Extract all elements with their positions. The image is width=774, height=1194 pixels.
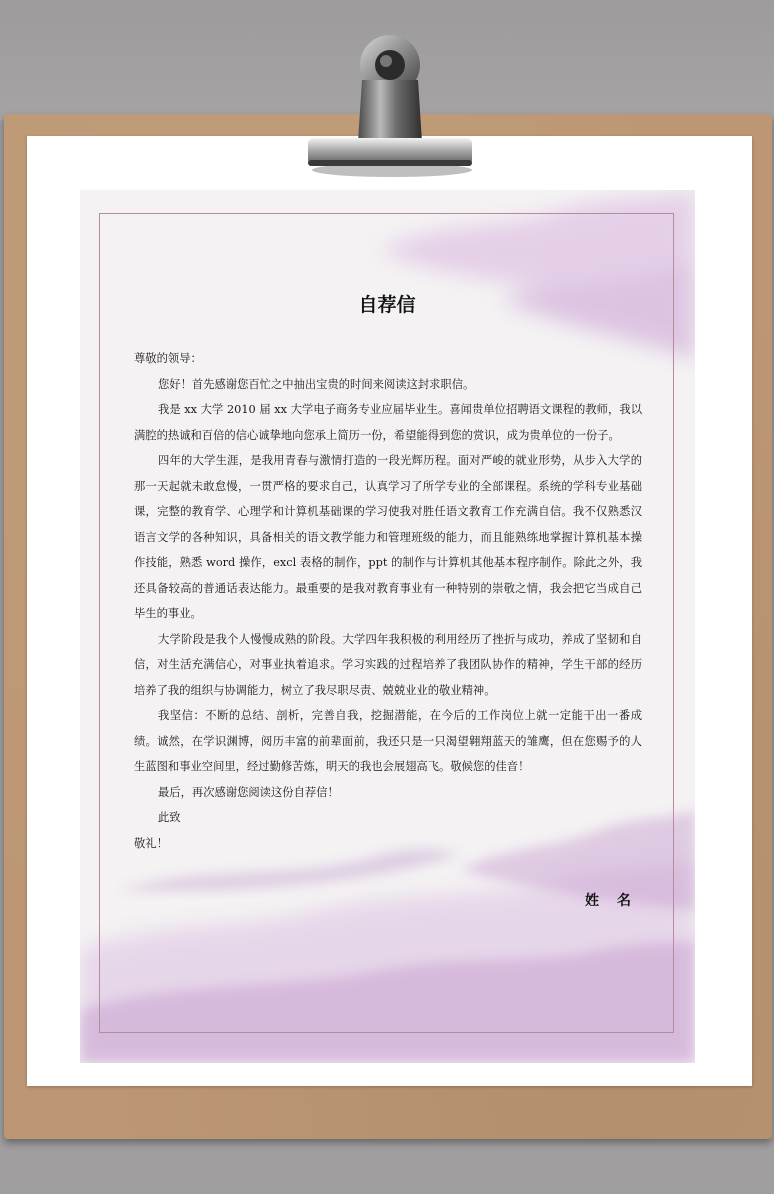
metal-clip-icon [300, 20, 480, 180]
paragraph: 我是 xx 大学 2010 届 xx 大学电子商务专业应届毕业生。喜闻贵单位招聘语文课程的教师，我以满腔的热诚和百倍的信心诚挚地向您承上简历一份，希望能得到您的赏识，成为贵单位的一份子。 [134, 403, 642, 442]
paragraph: 大学阶段是我个人慢慢成熟的阶段。大学四年我积极的利用经历了挫折与成功，养成了坚韧和自信，对生活充满信心，对事业执着追求。学习实践的过程培养了我团队协作的精神，学生干部的经历培养了我的组织与协调能力，树立了我尽职尽责、兢兢业业的敬业精神。 [134, 632, 642, 697]
paragraph: 四年的大学生涯，是我用青春与激情打造的一段光辉历程。面对严峻的就业形势，从步入大学的那一天起就未敢怠慢，一贯严格的要求自己，认真学习了所学专业的全部课程。系统的学科专业基础课，完整的教育学、心理学和计算机基础课的学习使我对胜任语文教育工作充满自信。我不仅熟悉汉语言文学的各种知识，具备相关的语文教学能力和管理班级的能力，而且能熟练地掌握计算机基本操作技能，熟悉 word 操作，excl 表格的制作，ppt 的制作与计算机其他基本程序制作。除此之外，我还具备较高的普通话表达能力。最重要的是我对教育事业有一种特别的崇敬之情，我会把它当成自己毕生的事业。 [134, 454, 642, 620]
paragraph: 最后，再次感谢您阅读这份自荐信！ [158, 785, 339, 799]
letter-title: 自荐信 [358, 294, 416, 316]
closing-line: 此致 [158, 811, 181, 824]
salutation: 尊敬的领导： [134, 352, 202, 365]
signature-name: 姓名 [585, 893, 649, 909]
paragraph: 您好！首先感谢您百忙之中抽出宝贵的时间来阅读这封求职信。 [158, 377, 475, 391]
closing-regards: 敬礼！ [134, 836, 168, 850]
letter-body [134, 346, 642, 856]
paragraph: 我坚信：不断的总结、剖析，完善自我，挖掘潜能，在今后的工作岗位上就一定能干出一番成绩。诚然，在学识渊博，阅历丰富的前辈面前，我还只是一只渴望翱翔蓝天的雏鹰，但在您赐予的人生蓝图和事业空间里，经过勤修苦炼，明天的我也会展翅高飞。敬候您的佳音！ [134, 709, 642, 773]
